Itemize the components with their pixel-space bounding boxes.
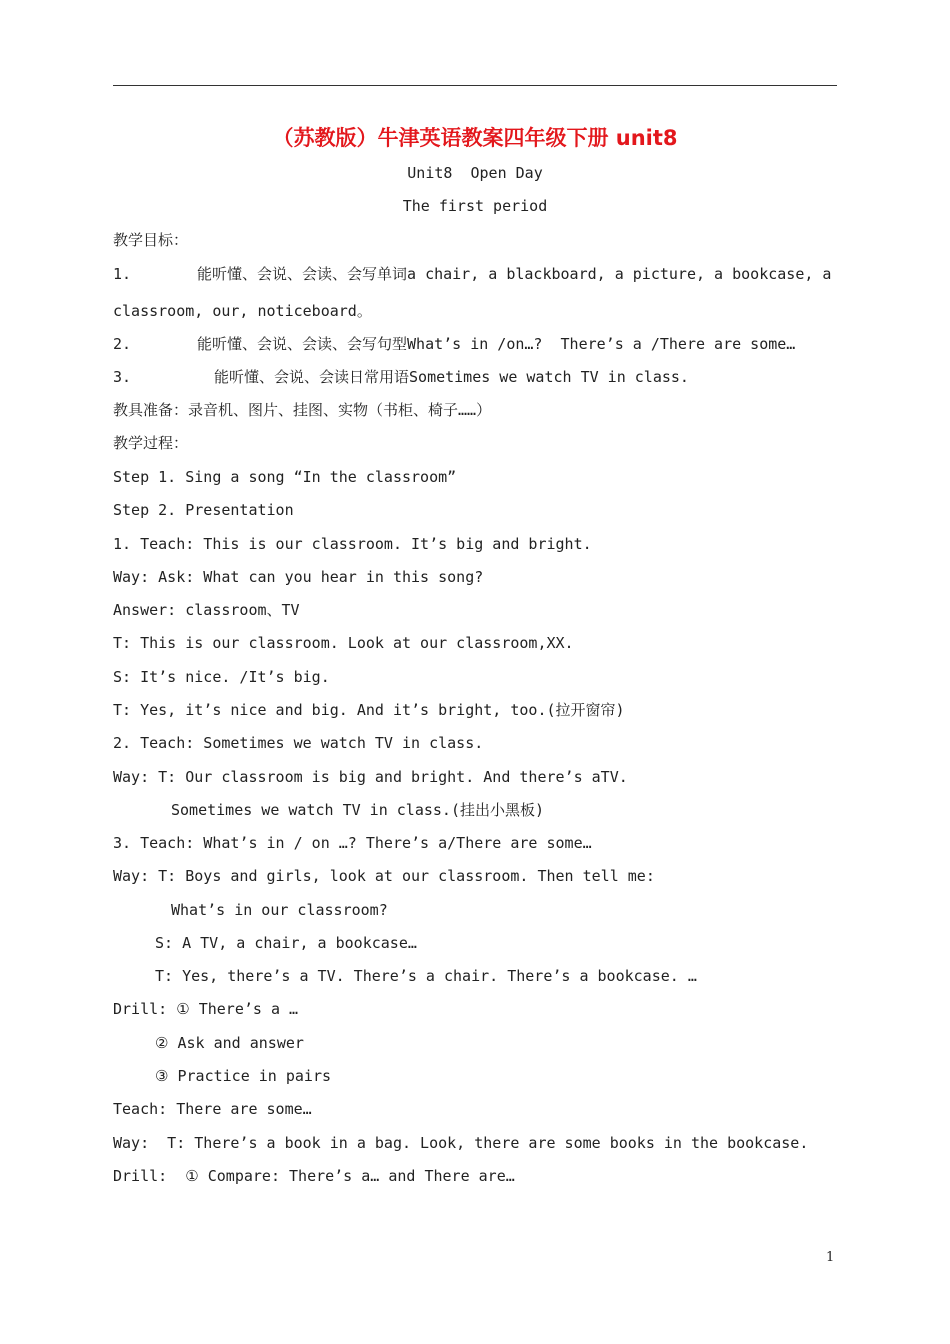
way-3-line: Way: T: Boys and girls, look at our classroom. Then tell me: bbox=[113, 867, 655, 885]
unit-title: Unit8 Open Day bbox=[407, 164, 543, 182]
objective-1-number: 1. bbox=[113, 265, 132, 283]
objectives-heading: 教学目标： bbox=[113, 231, 189, 249]
student-answer-line: S: A TV, a chair, a bookcase… bbox=[155, 934, 417, 952]
teacher-line-1: T: This is our classroom. Look at our classroom,XX. bbox=[113, 634, 574, 652]
step-2-line: Step 2. Presentation bbox=[113, 501, 294, 519]
drill-3-line: ③ Practice in pairs bbox=[155, 1067, 332, 1085]
teacher-line-2: T: Yes, it’s nice and big. And it’s bright, too.(拉开窗帘) bbox=[113, 701, 625, 719]
teach-4-line: Teach: There are some… bbox=[113, 1100, 312, 1118]
objective-2-text: 能听懂、会说、会读、会写句型What’s in /on…? There’s a /There are some… bbox=[197, 335, 796, 353]
period-title: The first period bbox=[402, 197, 548, 215]
answer-line: Answer: classroom、TV bbox=[113, 601, 300, 619]
way-4-line: Way: T: There’s a book in a bag. Look, there are some books in the bookcase. bbox=[113, 1134, 809, 1152]
way-2-continuation: Sometimes we watch TV in class.(挂出小黑板) bbox=[171, 801, 545, 819]
objective-3-text: 能听懂、会说、会读日常用语Sometimes we watch TV in class. bbox=[214, 368, 689, 386]
objective-2-number: 2. bbox=[113, 335, 132, 353]
page-number: 1 bbox=[826, 1250, 835, 1265]
drill-1-line: Drill: ① There’s a … bbox=[113, 1000, 299, 1018]
teacher-response-line: T: Yes, there’s a TV. There’s a chair. There’s a bookcase. … bbox=[155, 967, 697, 985]
preparation-line: 教具准备：录音机、图片、挂图、实物（书柜、椅子……） bbox=[113, 401, 492, 419]
document-title: （苏教版）牛津英语教案四年级下册 unit8 bbox=[272, 126, 678, 150]
objective-1-continuation: classroom, our, noticeboard。 bbox=[113, 302, 372, 320]
student-line-1: S: It’s nice. /It’s big. bbox=[113, 668, 330, 686]
way-3-question: What’s in our classroom? bbox=[171, 901, 388, 919]
objective-3-number: 3. bbox=[113, 368, 132, 386]
teach-1-line: 1. Teach: This is our classroom. It’s big and bright. bbox=[113, 535, 592, 553]
teach-2-line: 2. Teach: Sometimes we watch TV in class. bbox=[113, 734, 484, 752]
drill-compare-line: Drill: ① Compare: There’s a… and There are… bbox=[113, 1167, 515, 1185]
step-1-line: Step 1. Sing a song “In the classroom” bbox=[113, 468, 457, 486]
teach-3-line: 3. Teach: What’s in / on …? There’s a/There are some… bbox=[113, 834, 592, 852]
way-1-line: Way: Ask: What can you hear in this song? bbox=[113, 568, 484, 586]
header-rule bbox=[113, 85, 837, 86]
way-2-line: Way: T: Our classroom is big and bright. And there’s aTV. bbox=[113, 768, 628, 786]
process-heading: 教学过程： bbox=[113, 434, 189, 452]
objective-1-text: 能听懂、会说、会读、会写单词a chair, a blackboard, a picture, a bookcase, a bbox=[197, 265, 832, 283]
drill-2-line: ② Ask and answer bbox=[155, 1034, 304, 1052]
